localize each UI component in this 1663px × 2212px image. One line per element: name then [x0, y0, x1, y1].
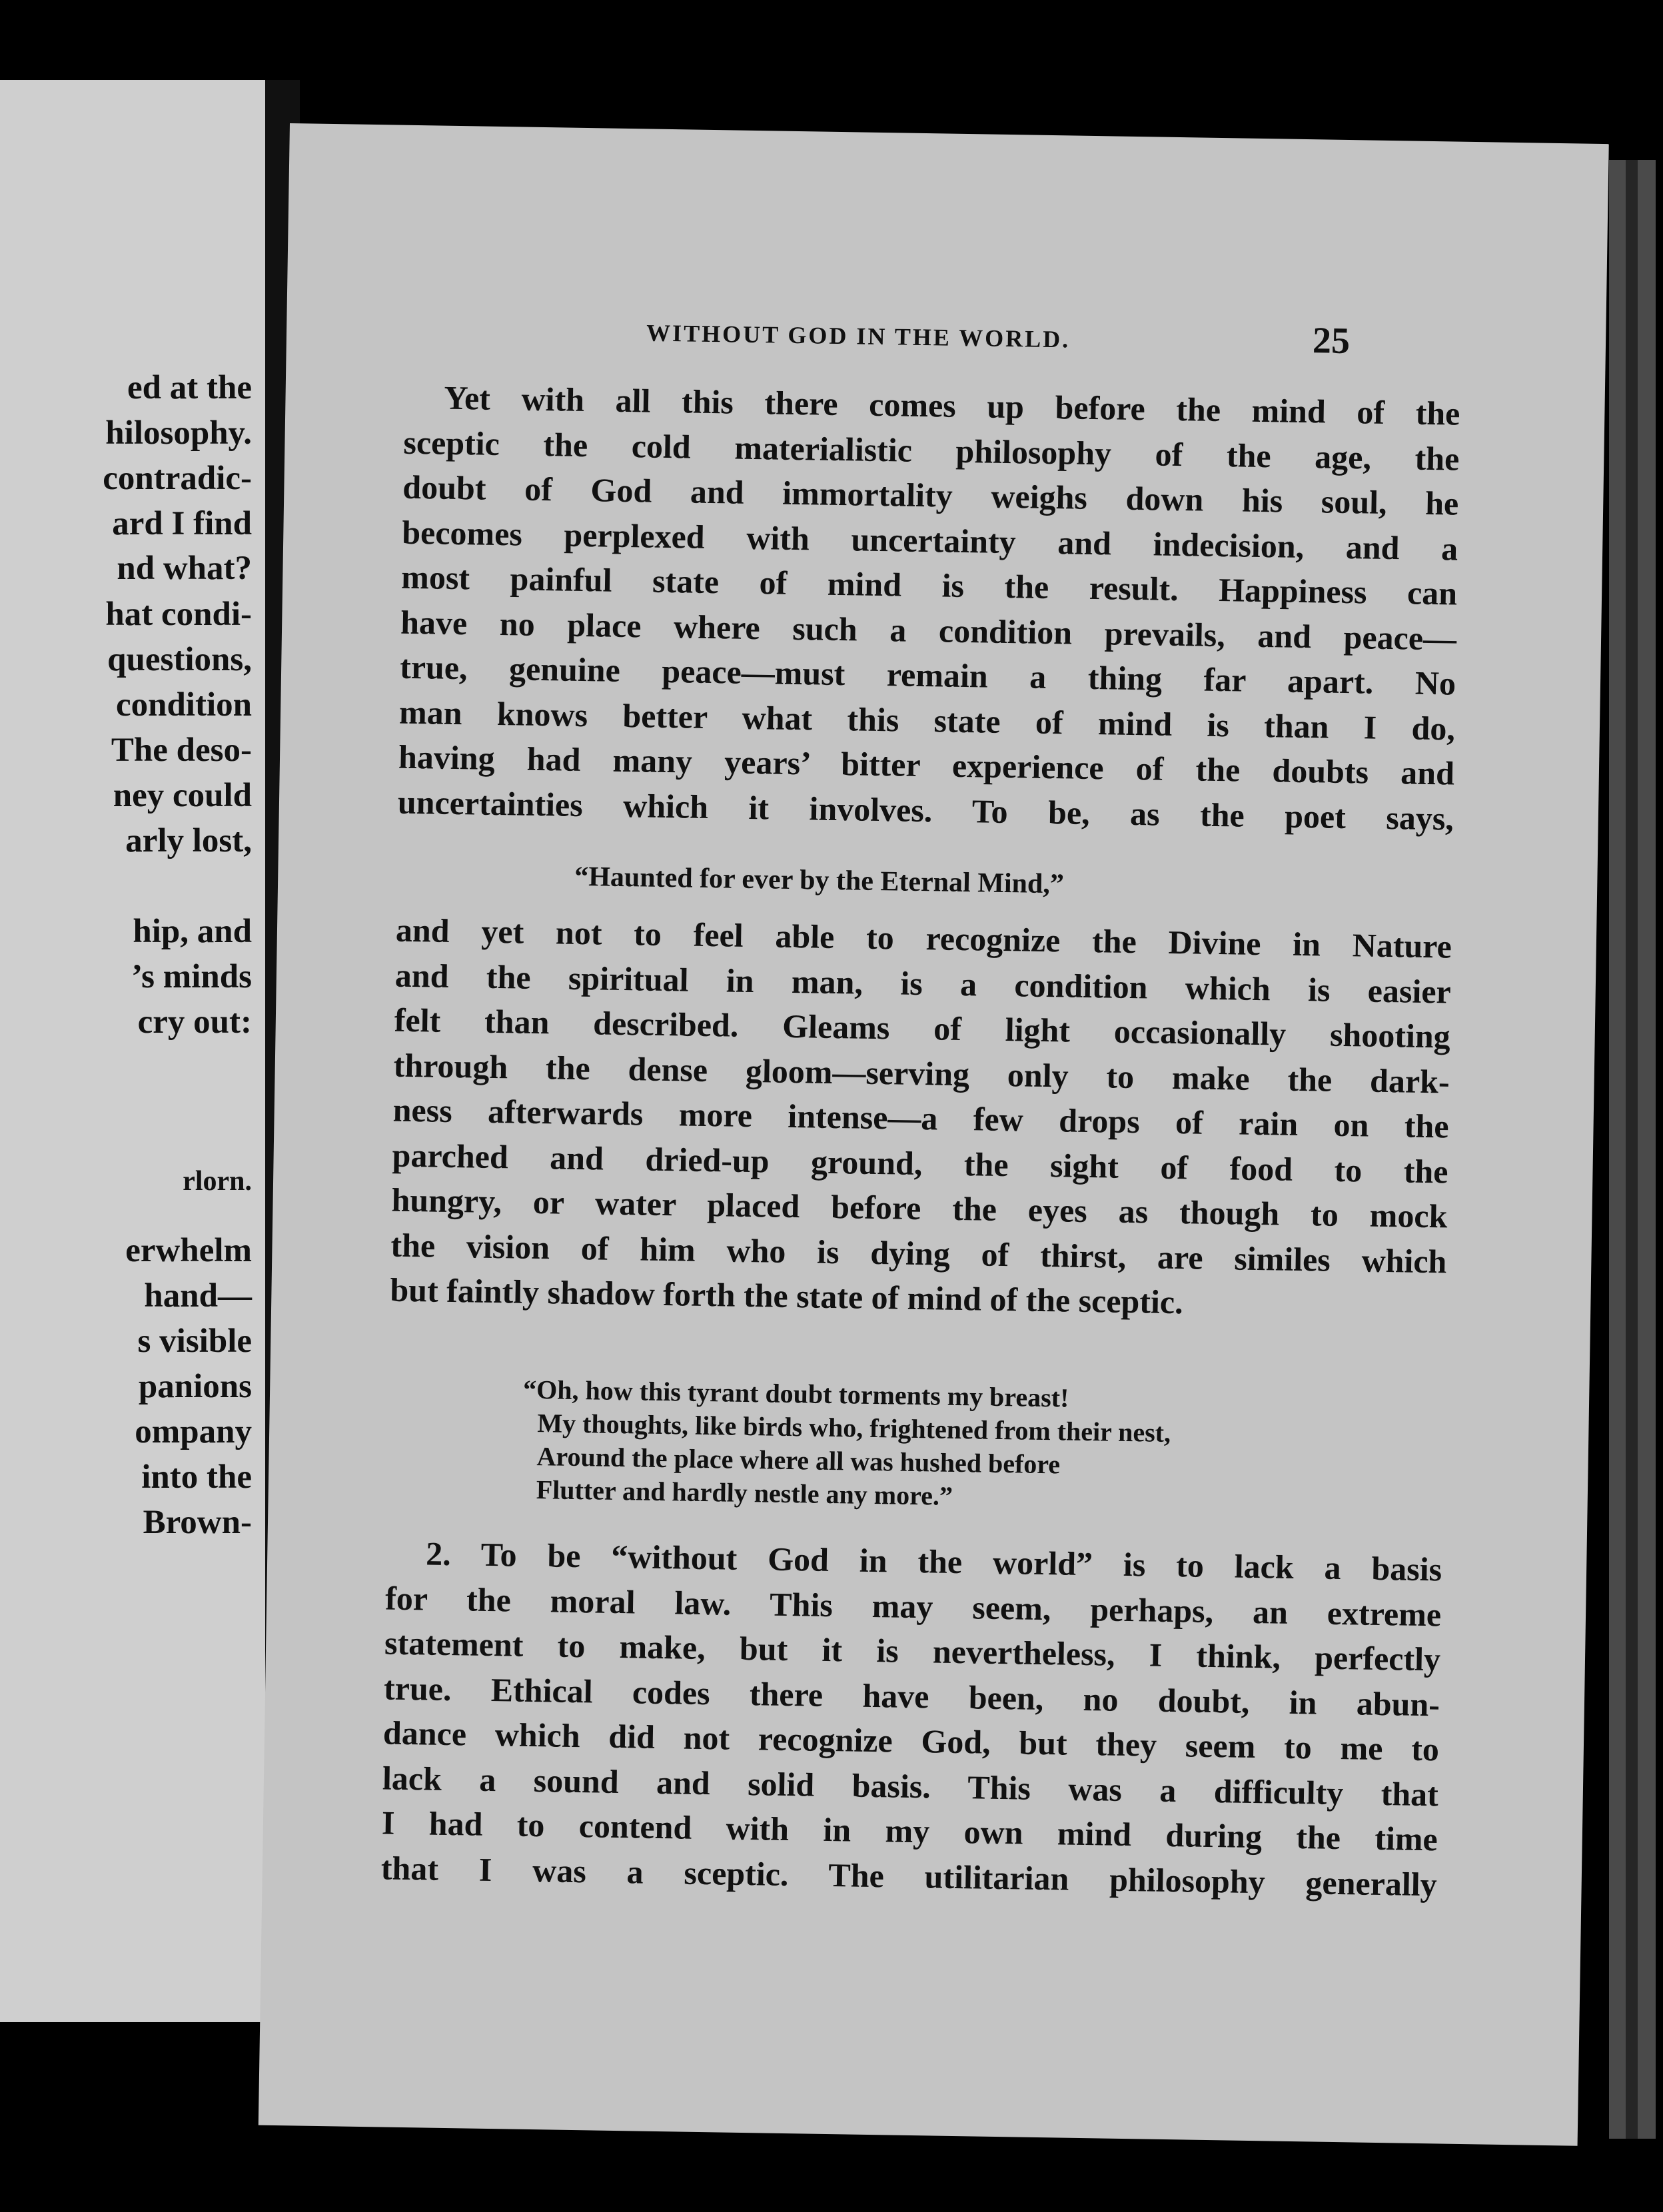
verse-line: Flutter and hardly nestle any more.” — [536, 1474, 953, 1511]
left-line: s visible — [137, 1323, 252, 1360]
paragraph-3 — [380, 1531, 1442, 1908]
left-line: ard I find — [112, 505, 252, 542]
text-line: becomes perplexed with uncertainty and indecision, and a — [401, 513, 1458, 568]
left-line: Brown- — [143, 1504, 252, 1541]
left-line: erwhelm — [125, 1232, 252, 1269]
text-line: doubt of God and immortality weighs down his soul, he — [402, 468, 1459, 522]
text-line: statement to make, but it is nevertheless, I think, perfectly — [384, 1624, 1441, 1678]
left-line: into the — [141, 1458, 252, 1496]
poet-quote: “Haunted for ever by the Eternal Mind,” — [574, 861, 1065, 900]
left-page-fragment — [0, 80, 265, 2022]
left-line: The deso- — [111, 732, 252, 769]
left-line: cry out: — [137, 1003, 252, 1041]
paragraph-1 — [397, 375, 1460, 841]
text-line: Yet with all this there comes up before the mind of the — [444, 378, 1460, 432]
text-line: I had to contend with in my own mind during the time — [381, 1804, 1438, 1858]
text-line: have no place where such a condition prevails, and peace— — [400, 603, 1457, 658]
verse-line: Around the place where all was hushed before — [536, 1441, 1061, 1480]
paragraph-2 — [390, 908, 1452, 1329]
left-line: ed at the — [127, 369, 252, 406]
text-line: felt than described. Gleams of light occasionally shooting — [394, 1001, 1451, 1055]
left-line: condition — [115, 686, 252, 724]
page-number: 25 — [1312, 320, 1351, 362]
text-line: dance which did not recognize God, but they seem to me to — [382, 1714, 1440, 1768]
left-line: hat condi- — [105, 596, 252, 633]
text-line: for the moral law. This may seem, perhaps, an extreme — [384, 1579, 1442, 1633]
text-line: lack a sound and solid basis. This was a difficulty that — [382, 1758, 1439, 1813]
text-line: the vision of him who is dying of thirst, are similes which — [390, 1226, 1447, 1280]
right-page — [259, 123, 1609, 2146]
left-line: hand— — [144, 1277, 252, 1315]
text-line: ness afterwards more intense—a few drops of rain on the — [392, 1091, 1450, 1145]
left-line: contradic- — [103, 460, 252, 497]
left-line: ’s minds — [131, 958, 252, 995]
left-line: ney could — [113, 777, 252, 814]
left-line: hilosophy. — [105, 414, 252, 452]
left-line: nd what? — [117, 550, 252, 587]
text-line: having had many years’ bitter experience of the doubts and — [398, 738, 1455, 792]
text-line: hungry, or water placed before the eyes as though to mock — [391, 1181, 1448, 1235]
text-line: most painful state of mind is the result. Happiness can — [400, 558, 1458, 612]
text-line: sceptic the cold materialistic philosophy of the age, the — [403, 423, 1460, 478]
left-line: panions — [138, 1368, 252, 1405]
running-head: WITHOUT GOD IN THE WORLD. — [646, 319, 1071, 353]
left-line: hip, and — [133, 913, 252, 950]
text-line: man knows better what this state of mind is than I do, — [398, 693, 1456, 748]
text-line: and the spiritual in man, is a condition which is easier — [394, 956, 1452, 1011]
verse-line: “Oh, how this tyrant doubt torments my breast! — [522, 1374, 1069, 1413]
verse-quote — [521, 1373, 1171, 1516]
text-line: that I was a sceptic. The utilitarian philosophy generally — [380, 1848, 1438, 1903]
text-line: through the dense gloom—serving only to make the dark- — [393, 1046, 1450, 1101]
left-line: questions, — [107, 641, 252, 678]
text-line: and yet not to feel able to recognize the Divine in Nature — [395, 911, 1452, 965]
verse-line: My thoughts, like birds who, frightened from their nest, — [537, 1408, 1171, 1448]
text-line: true, genuine peace—must remain a thing far apart. No — [399, 648, 1456, 702]
text-line: uncertainties which it involves. To be, as the poet says, — [397, 783, 1454, 837]
left-line: ompany — [135, 1413, 252, 1450]
left-line: rlorn. — [183, 1166, 252, 1197]
text-line: 2. To be “without God in the world” is to lack a basis — [425, 1534, 1442, 1588]
left-line: arly lost, — [125, 822, 252, 859]
text-line: parched and dried-up ground, the sight of food to the — [392, 1136, 1448, 1190]
text-line: but faintly shadow forth the state of mind of the sceptic. — [390, 1271, 1184, 1321]
text-line: true. Ethical codes there have been, no doubt, in abun- — [383, 1669, 1440, 1723]
page-stack-shadow — [1626, 160, 1638, 2139]
